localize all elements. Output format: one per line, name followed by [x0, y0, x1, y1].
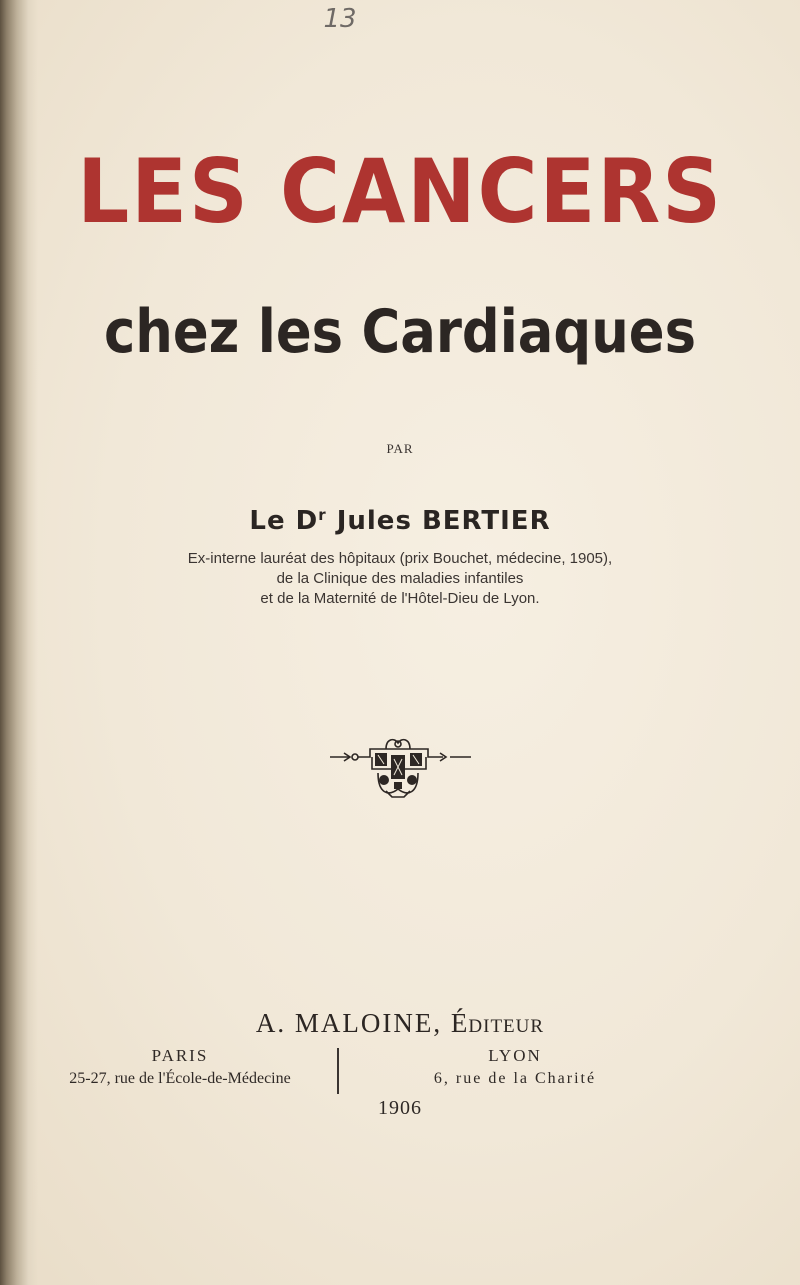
author-line: [0, 506, 800, 536]
author-prefix-superscript: r: [318, 506, 327, 524]
publication-year: 1906: [378, 1097, 422, 1119]
credential-line: et de la Maternité de l'Hôtel-Dieu de Lyon.: [260, 590, 540, 607]
city-paris: PARIS: [151, 1046, 209, 1065]
imprint-paris: [30, 1045, 330, 1091]
city-lyon: LYON: [488, 1046, 542, 1065]
publisher-role: Éditeur: [450, 1008, 545, 1038]
publisher-name: A. MALOINE,: [255, 1008, 451, 1038]
handwritten-page-number: 13: [323, 4, 357, 34]
printer-ornament-icon: [328, 733, 473, 801]
address-lyon: 6, rue de la Charité: [433, 1070, 597, 1087]
publisher-line: [0, 1008, 800, 1039]
author-credentials: [0, 549, 800, 609]
imprint-lyon: [350, 1045, 680, 1091]
credential-line: de la Clinique des maladies infantiles: [276, 570, 524, 587]
book-subtitle: chez les Cardiaques: [103, 297, 697, 367]
book-title: LES CANCERS: [77, 140, 723, 243]
author-name: Jules BERTIER: [326, 506, 551, 536]
imprint-divider: [337, 1048, 339, 1094]
par-label: PAR: [386, 441, 414, 456]
credential-line: Ex-interne lauréat des hôpitaux (prix Bouchet, médecine, 1905),: [187, 550, 613, 567]
author-prefix: Le D: [249, 506, 319, 536]
address-paris: 25-27, rue de l'École-de-Médecine: [69, 1070, 291, 1087]
